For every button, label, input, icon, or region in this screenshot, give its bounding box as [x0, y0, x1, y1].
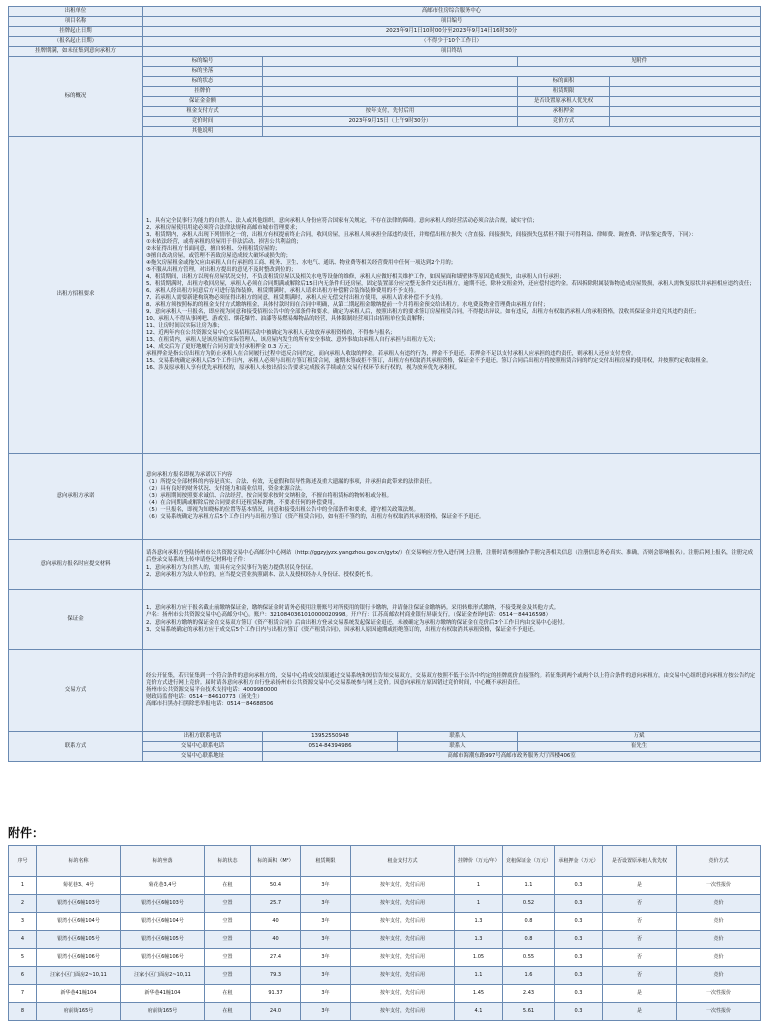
- table-cell: 是: [603, 877, 677, 895]
- field-value: 2023年9月15日（上午9时30分）: [263, 117, 518, 127]
- attachment-table: [8, 845, 761, 1021]
- table-cell: 银湾小区6幢106号: [121, 949, 205, 967]
- table-cell: 在租: [205, 877, 251, 895]
- materials-item: 请各意向承租方登陆扬州市公共资源交易中心高邮分中心网站（http://ggzyjyzx.yangzhou.gov.cn/gytx/）在交易响应方登入进行网上注册，注册时请参照操作手册完善相关信息（注册信息务必真实、准确，否则会影响报名）。注册后网上报名，注册完成后登录交易系统上传申请登记材料电子件：: [146, 550, 753, 564]
- table-cell: 1.45: [455, 985, 503, 1003]
- table-cell: 竞价: [677, 949, 761, 967]
- field-value: [263, 127, 761, 137]
- method-item: 财政局监督电话：0514－84610773（汤先生）: [146, 694, 263, 700]
- requirement-item: 承租押金是指公房出租方为防止承租人在合同履行过程中违反合同约定，而向承租人收取的押金。若承租人有违约行为，押金不予退还。若押金不足以支付承租人应承担的违约责任，则承租人还应支付差价。: [146, 351, 637, 358]
- method-item: 经公开征集，若只征集到一个符合条件的意向承租方的，交易中心将成交结果通过交易系统和短信告知交易双方，交易双方按照不低于公告中约定的挂牌底价直接签约。若征集到两个或两个以上符合条件的意向承租方，由交易中心组织意向承租方按公告约定竞价方式进行网上竞价。届时请各意向承租方自行登录扬州市公共资源交易中心交易系统参与网上竞价。因意向承租方原因错过竞价时间，中心概不承担责任。: [146, 672, 756, 686]
- requirement-item: ②未征得出租方书面同意，擅自转租、分租租赁房屋的；: [146, 245, 281, 252]
- requirement-item: ⑤不服从出租方管理，对出租方提出的意见不及时整改到位的；: [146, 266, 297, 273]
- column-header: 标的面积（M²）: [251, 846, 301, 877]
- header-value: （不得少于10个工作日）: [143, 37, 761, 47]
- table-cell: 汪家小区门面房2~10,11: [121, 967, 205, 985]
- table-cell: 1: [455, 877, 503, 895]
- table-cell: 否: [603, 931, 677, 949]
- table-cell: 3: [9, 913, 37, 931]
- table-cell: 40: [251, 931, 301, 949]
- field-label: 租金支付方式: [143, 107, 263, 117]
- table-row: [9, 895, 761, 913]
- column-header: 挂牌价（万元/年）: [455, 846, 503, 877]
- contact-label: 联系人: [398, 732, 518, 742]
- table-cell: 3年: [301, 931, 351, 949]
- field-label: 竞价时间: [143, 117, 263, 127]
- table-cell: 4: [9, 931, 37, 949]
- table-cell: 银湾小区6幢106号: [37, 949, 121, 967]
- requirements-text: [143, 137, 761, 454]
- field-value: [610, 87, 761, 97]
- table-cell: 银湾小区6幢103号: [37, 895, 121, 913]
- table-cell: 0.3: [555, 985, 603, 1003]
- table-cell: 3年: [301, 1003, 351, 1021]
- table-row: [9, 931, 761, 949]
- table-cell: 1.05: [455, 949, 503, 967]
- contact-value: 13952550948: [263, 732, 398, 742]
- column-header: 标的名称: [37, 846, 121, 877]
- method-item: 高邮市扫黑办扫黑除恶举报电话：0514－84688506: [146, 701, 274, 708]
- table-cell: 菊花巷3,4号: [121, 877, 205, 895]
- requirement-item: 2、承租房屋使用用途必须符合法律法规和高邮市城市管理要求；: [146, 224, 301, 231]
- table-cell: 空置: [205, 967, 251, 985]
- field-value: [610, 77, 761, 87]
- deposit-item: 3、交易系统确定的承租方应于成交后5个工作日内与出租方签订《资产租赁合同》，因承租人原因逾期或拒绝签订的，出租方有权取消其承租资格，保证金不予退还。: [146, 626, 539, 633]
- table-cell: 2: [9, 895, 37, 913]
- table-cell: 91.37: [251, 985, 301, 1003]
- table-cell: 在租: [205, 985, 251, 1003]
- requirement-item: 7、若承租人需要新建构筑物必须征得出租方的同意，租赁期满时，承租人应无偿交付出租方使用，承租人请求补偿不予支持。: [146, 295, 446, 301]
- commitment-item: （4）在合同期满或解除后按合同要求归还租赁标的物，不要求任何的补偿费用。: [146, 500, 339, 506]
- table-cell: 1: [455, 895, 503, 913]
- table-cell: 3年: [301, 985, 351, 1003]
- deposit-item: 2、意向承租方缴纳的保证金在交易双方签订《资产租赁合同》后由出租方登录交易系统发起保证金退还，未被确定为承租方缴纳的保证金在竞价后3个工作日内由交易中心退付。: [146, 619, 568, 626]
- table-cell: 竞价: [677, 913, 761, 931]
- table-cell: 是: [603, 985, 677, 1003]
- table-cell: 6: [9, 967, 37, 985]
- column-header: 租金支付方式: [351, 846, 455, 877]
- table-cell: 4.1: [455, 1003, 503, 1021]
- table-cell: 1.1: [503, 877, 555, 895]
- table-cell: 0.55: [503, 949, 555, 967]
- table-row: [9, 949, 761, 967]
- requirement-item: 13、在租赁内，承租人是该房屋的实际管理人，该房屋内发生的所有安全事故、意外事故由承租人自行承担与出租方无关；: [146, 337, 439, 344]
- field-value: [610, 107, 761, 117]
- field-value: [263, 77, 518, 87]
- section-contact-label: 联系方式: [9, 732, 143, 762]
- contact-value: 0514-84394986: [263, 742, 398, 752]
- contact-value: 崔先生: [518, 742, 761, 752]
- table-cell: 0.3: [555, 895, 603, 913]
- table-cell: 一次性报价: [677, 1003, 761, 1021]
- field-value: [610, 97, 761, 107]
- commitment-item: （3）承租期间按照要求诚信、合法经营，按合同要求按时交纳租金，不擅自将租赁标的物转租或分租。: [146, 492, 393, 499]
- field-label: 挂牌价: [143, 87, 263, 97]
- table-cell: 一次性报价: [677, 877, 761, 895]
- requirement-item: 5、租赁期满时，出租方收回房屋，承租人必须在合同期满或解除后15日内无条件归还房屋，固定装置部分应完整无条件交还出租方，逾期不还，除补交租金外，还应偿付违约金。若因拆除附属装饰物造成房屋毁损，承租人需恢复原状并承担相应违约责任；: [146, 280, 755, 287]
- section-deposit-label: 保证金: [9, 590, 143, 650]
- table-cell: 府前街165号: [37, 1003, 121, 1021]
- column-header: 承租押金（万元）: [555, 846, 603, 877]
- column-header: 序号: [9, 846, 37, 877]
- contact-label: 交易中心联系电话: [143, 742, 263, 752]
- commitment-item: （1）所提交全部材料的内容是真实、合法、有效，无虚假和误导性陈述及重大遗漏的事项，并承担由此带来的法律责任。: [146, 478, 436, 485]
- table-cell: 5: [9, 949, 37, 967]
- contact-label: 交易中心联系地址: [143, 752, 263, 762]
- requirement-item: ①未依法经营，或将承租的房屋用于非法活动、损害公共利益的；: [146, 238, 302, 245]
- table-cell: 银湾小区6幢105号: [121, 931, 205, 949]
- commitment-item: （2）具有良好的财务状况、支付能力和商业信用，资金来源合法。: [146, 485, 306, 492]
- header-label: 出租单位: [9, 7, 143, 17]
- column-header: 标的坐落: [121, 846, 205, 877]
- table-cell: 0.3: [555, 967, 603, 985]
- requirement-item: 16、涉及原承租人享有优先承租权的，原承租人未按出招公告要求完成报名手续或在交易行权环节未行权的，视为放弃优先承租权。: [146, 365, 461, 372]
- method-item: 扬州市公共资源交易平台技术支持电话：4009980000: [146, 686, 278, 693]
- header-label: 挂牌起止日期: [9, 27, 143, 37]
- table-cell: 新华巷41幢104: [121, 985, 205, 1003]
- header-label: 挂牌期满，如未征集到意向承租方: [9, 47, 143, 57]
- column-header: 竞价方式: [677, 846, 761, 877]
- table-cell: 25.7: [251, 895, 301, 913]
- requirement-item: 15、交易系统确定承租人后5个工作日内，承租人必须与出租方签订租赁合同，逾期未签或拒不签订，出租方有权取消其承租资格，保证金不予退还。签订合同后出租方将按照租赁合同的约定交付出租房屋的使用权，并按照约定收取租金。: [146, 358, 712, 365]
- table-cell: 1.6: [503, 967, 555, 985]
- field-label: 是否设置原承租人优先权: [518, 97, 610, 107]
- commitment-item: （5）一旦报名，即视为知晓标的位置等基本情况，同意和接受出租公告中的全部条件和要求，遵守相关政策法规。: [146, 507, 419, 514]
- table-cell: 空置: [205, 949, 251, 967]
- deposit-item: 户名：扬州市公共资源交易中心高邮分中心。账户：3210840361010000020998。开户行：江苏高邮农村商业银行屏康支行。（保证金查询电话：0514－84416598）: [146, 612, 552, 619]
- table-cell: 按年支付，先付后用: [351, 913, 455, 931]
- table-cell: 1.3: [455, 913, 503, 931]
- field-label: 承租押金: [518, 107, 610, 117]
- table-cell: 按年支付，先付后用: [351, 1003, 455, 1021]
- table-cell: 空置: [205, 895, 251, 913]
- table-cell: 27.4: [251, 949, 301, 967]
- commitment-item: （6）交易系统确定为承租方后5个工作日内与出租方签订《资产租赁合同》，如有拒不签约的，出租方有权取消其承租资格，保证金不予退还。: [146, 514, 485, 521]
- table-cell: 菊花巷3、4号: [37, 877, 121, 895]
- table-cell: 3年: [301, 895, 351, 913]
- table-cell: 按年支付，先付后用: [351, 985, 455, 1003]
- requirement-item: 8、承租方须按照标的的租金支付方式缴纳租金，具体付款时间在合同中明确，从第二期起租金缴纳提前一个月将租金预交给出租方。水电费及物业管理费由承租方自付；: [146, 302, 549, 309]
- requirement-item: 4、租赁期间，出租方以现有房屋状况交付，不负责租赁房屋以及相关水电等设备的维修，承租人应做好相关维护工作，如因屋面和墙壁体等原因造成损失，由承租人自行承担；: [146, 273, 565, 280]
- table-cell: 否: [603, 913, 677, 931]
- materials-text: [143, 540, 761, 590]
- table-cell: 按年支付，先付后用: [351, 877, 455, 895]
- table-cell: 0.3: [555, 913, 603, 931]
- section-commitment-label: 意向承租方承诺: [9, 454, 143, 540]
- requirement-item: 12、近两年内在公共资源交易中心交易招租活动中被确定为承租人无故放弃承租资格的，不得参与报名；: [146, 330, 396, 337]
- table-cell: 0.3: [555, 1003, 603, 1021]
- header-value: 高邮市住房综合服务中心: [143, 7, 761, 17]
- field-value: [610, 117, 761, 127]
- table-cell: 空置: [205, 931, 251, 949]
- field-label: 标的坐落: [143, 67, 263, 77]
- table-cell: 银湾小区6幢104号: [37, 913, 121, 931]
- requirement-item: ③擅自改动房屋，或管理不善致房屋造成较大破坏或损失的；: [146, 252, 291, 259]
- table-cell: 1.1: [455, 967, 503, 985]
- requirement-item: 14、成交后为了更好地履行合同另需支付承租押金 0.3 万元；: [146, 344, 295, 351]
- header-value: 2023年9月1日10时00分至2023年9月14日16时30分: [143, 27, 761, 37]
- field-label: 标的编号: [143, 57, 263, 67]
- requirement-item: 11、让房时间以实际让房为准；: [146, 323, 223, 330]
- table-cell: 否: [603, 967, 677, 985]
- table-cell: 3年: [301, 913, 351, 931]
- table-cell: 一次性报价: [677, 985, 761, 1003]
- header-value: 项目终结: [143, 47, 761, 57]
- table-cell: 按年支付，先付后用: [351, 931, 455, 949]
- table-cell: 3年: [301, 877, 351, 895]
- field-label: 租赁期限: [518, 87, 610, 97]
- table-cell: 0.3: [555, 877, 603, 895]
- table-cell: 在租: [205, 1003, 251, 1021]
- table-cell: 8: [9, 1003, 37, 1021]
- table-cell: 0.8: [503, 913, 555, 931]
- table-cell: 银湾小区6幢104号: [121, 913, 205, 931]
- table-cell: 按年支付，先付后用: [351, 949, 455, 967]
- column-header: 是否设置原承租人优先权: [603, 846, 677, 877]
- attachment-title: 附件：: [8, 826, 45, 840]
- field-value: [263, 57, 518, 67]
- table-cell: 竞价: [677, 931, 761, 949]
- contact-label: 联系人: [398, 742, 518, 752]
- field-value: 见附件: [518, 57, 761, 67]
- table-cell: 否: [603, 895, 677, 913]
- table-cell: 79.3: [251, 967, 301, 985]
- field-label: 其他说明: [143, 127, 263, 137]
- table-row: [9, 1003, 761, 1021]
- table-row: [9, 877, 761, 895]
- table-cell: 40: [251, 913, 301, 931]
- table-cell: 1.3: [455, 931, 503, 949]
- table-cell: 24.0: [251, 1003, 301, 1021]
- table-cell: 按年支付，先付后用: [351, 967, 455, 985]
- table-cell: 空置: [205, 913, 251, 931]
- contact-label: 出租方联系电话: [143, 732, 263, 742]
- field-value: [263, 67, 761, 77]
- table-cell: 0.8: [503, 931, 555, 949]
- table-cell: 银湾小区6幢103号: [121, 895, 205, 913]
- column-header: 竞租保证金（万元）: [503, 846, 555, 877]
- table-cell: 1: [9, 877, 37, 895]
- requirement-item: 10、承租人不得从事网吧、游戏室、烟花爆竹、油漆等易燃易爆物品的经营，具体限制经营项目由招租单位负责解释；: [146, 316, 428, 323]
- table-header-row: [9, 846, 761, 877]
- requirement-item: 9、意向承租人一旦报名，即应视为同意和接受招租公告中的全部条件和要求。确定为承租人后，按照出租方的要求签订房屋租赁合同，不得提出异议。如有违反，出租方有权取消承租人的承租资格，没收其保证金并追究其违约责任；: [146, 309, 700, 316]
- requirement-item: 1、具有完全民事行为能力的自然人、法人或其他组织。意向承租人身份应符合国家有关规定，不存在法律的障碍。意向承租人的经营活动必须合法合规，诚实守信；: [146, 217, 538, 224]
- header-label: 项目名称: [9, 17, 143, 27]
- column-header: 租赁期限: [301, 846, 351, 877]
- table-cell: 否: [603, 949, 677, 967]
- table-cell: 新华巷41幢104: [37, 985, 121, 1003]
- contact-value: 高邮市海潮东路997号高邮市政务服务大厅四楼406室: [263, 752, 761, 762]
- requirement-item: ④拖欠房屋租金或拖欠应由承租人自行承担的工商、税务、卫生、水电气、通讯、物业费等相关经营费用中任何一项达到2个月的；: [146, 259, 457, 266]
- table-cell: 5.61: [503, 1003, 555, 1021]
- field-label: 保证金金额: [143, 97, 263, 107]
- deposit-item: 1、意向承租方应于报名截止前缴纳保证金，缴纳保证金时请务必使用注册账号对所使用的银行卡缴纳，并请备注保证金缴纳码。采用转账形式缴纳，不接受现金及其他方式。: [146, 605, 560, 612]
- table-cell: 银湾小区6幢105号: [37, 931, 121, 949]
- table-cell: 3年: [301, 967, 351, 985]
- table-cell: 汪家小区门面房2~10,11: [37, 967, 121, 985]
- table-cell: 0.3: [555, 949, 603, 967]
- table-cell: 0.52: [503, 895, 555, 913]
- materials-item: 2、意向承租方为法人单位的，应当提交营业执照副本、法人及授权经办人身份证、授权委托书。: [146, 571, 376, 578]
- column-header: 标的状态: [205, 846, 251, 877]
- field-value: [263, 97, 518, 107]
- header-value: 项目编号: [143, 17, 761, 27]
- table-cell: 0.3: [555, 931, 603, 949]
- requirement-item: 6、承租人经出租方同意后方可进行装饰装修，租赁期满时，承租人请求出租方补偿附合装饰装修费用的不予支持。: [146, 287, 419, 294]
- section-requirements-label: 出租方招租要求: [9, 137, 143, 454]
- table-row: [9, 985, 761, 1003]
- field-label: 标的面积: [518, 77, 610, 87]
- deposit-text: [143, 590, 761, 650]
- table-cell: 按年支付，先付后用: [351, 895, 455, 913]
- table-cell: 是: [603, 1003, 677, 1021]
- section-method-label: 交易方式: [9, 650, 143, 732]
- field-label: 竞价方式: [518, 117, 610, 127]
- field-value: 按年支付，先付后用: [263, 107, 518, 117]
- field-value: [263, 87, 518, 97]
- notice-table: [8, 6, 761, 762]
- table-cell: 50.4: [251, 877, 301, 895]
- table-cell: 2.43: [503, 985, 555, 1003]
- section-overview-label: 标的概况: [9, 57, 143, 137]
- table-row: [9, 967, 761, 985]
- table-row: [9, 913, 761, 931]
- requirement-item: 3、租赁期内，承租人出现下列情形之一的，出租方有权提前终止合同，收回房屋，且承租人须承担全部违约责任，并赔偿出租方损失（含直接、间接损失，间接损失包括但不限于可得利益、律师费、调查费、评估鉴定费等，下同）：: [146, 231, 697, 238]
- table-cell: 府前街165号: [121, 1003, 205, 1021]
- header-label: （报名起止日期）: [9, 37, 143, 47]
- section-materials-label: 意向承租方报名时应提交材料: [9, 540, 143, 590]
- field-label: 标的状态: [143, 77, 263, 87]
- commitment-text: [143, 454, 761, 540]
- method-text: [143, 650, 761, 732]
- materials-item: 1、意向承租方为自然人的，需具有完全民事行为能力提供居民身份证。: [146, 564, 317, 571]
- commitment-item: 意向承租方报名即视为承诺以下内容: [146, 471, 233, 478]
- table-cell: 3年: [301, 949, 351, 967]
- table-cell: 7: [9, 985, 37, 1003]
- table-cell: 竞价: [677, 967, 761, 985]
- table-cell: 竞价: [677, 895, 761, 913]
- contact-value: 万斌: [518, 732, 761, 742]
